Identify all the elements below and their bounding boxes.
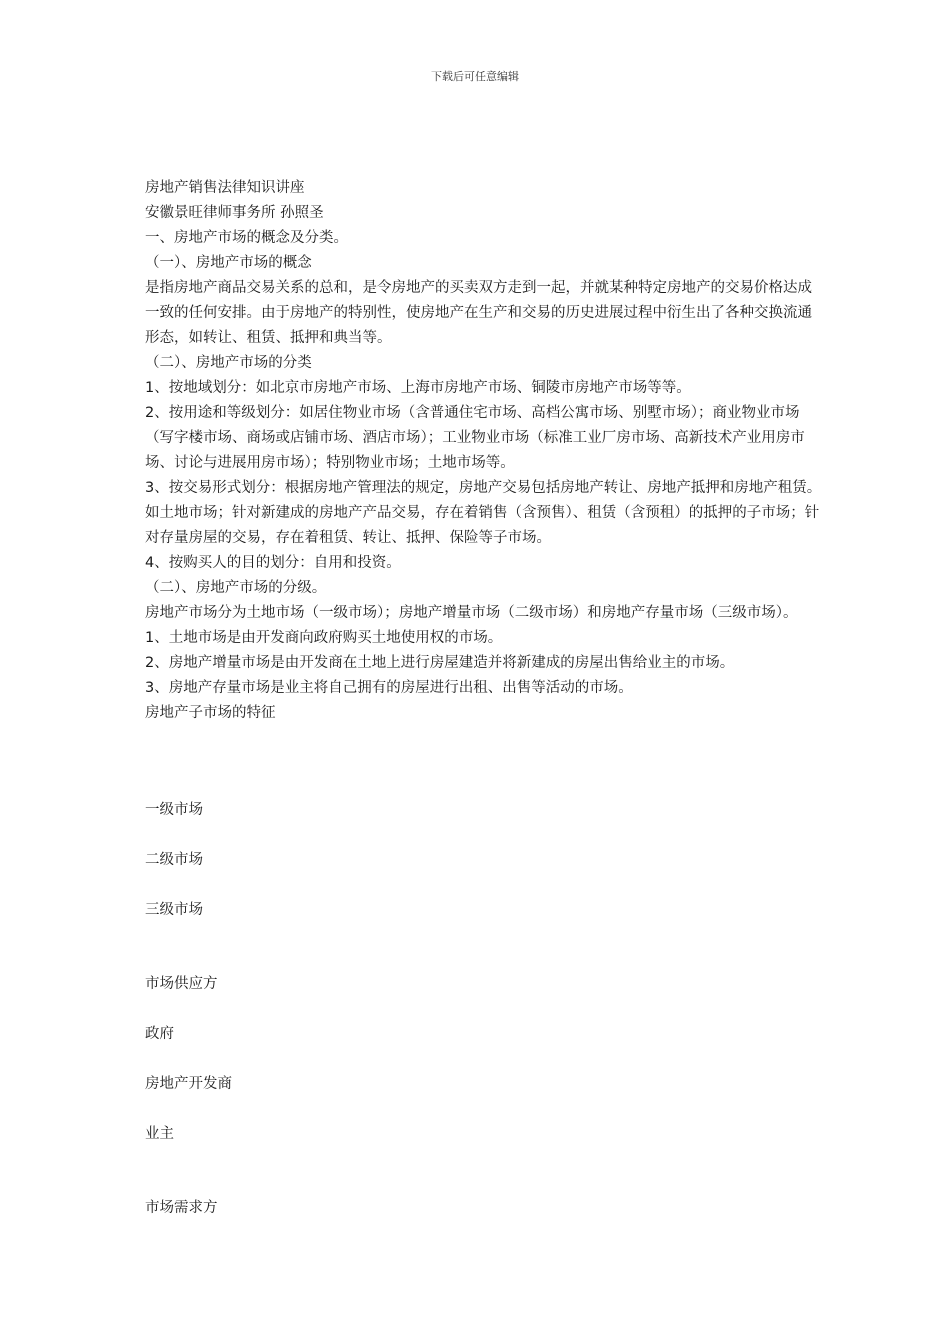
table-cell: 三级市场 bbox=[145, 902, 203, 918]
list-item: 1、土地市场是由开发商向政府购买土地使用权的市场。 bbox=[145, 630, 503, 646]
header-note: 下载后可任意编辑 bbox=[431, 70, 519, 83]
list-item: 2、按用途和等级划分：如居住物业市场（含普通住宅市场、高档公寓市场、别墅市场）；商业物业市场（写字楼市场、商场或店铺市场、酒店市场）；工业物业市场（标准工业厂房市场、高新技术产业用房市场、讨论与进展用房市场）；特别物业市场；土地市场等。 bbox=[145, 405, 805, 471]
table-cell: 市场需求方 bbox=[145, 1200, 218, 1216]
list-item: 1、按地域划分：如北京市房地产市场、上海市房地产市场、铜陵市房地产市场等等。 bbox=[145, 380, 691, 396]
paragraph: 房地产子市场的特征 bbox=[145, 705, 276, 721]
list-item: 3、房地产存量市场是业主将自己拥有的房屋进行出租、出售等活动的市场。 bbox=[145, 680, 633, 696]
paragraph: 房地产市场分为土地市场（一级市场）；房地产增量市场（二级市场）和房地产存量市场（三级市场）。 bbox=[145, 605, 798, 621]
section-heading: 一、房地产市场的概念及分类。 bbox=[145, 230, 348, 246]
table-cell: 一级市场 bbox=[145, 802, 203, 818]
subsection-heading: （二）、房地产市场的分级。 bbox=[145, 580, 327, 596]
table-cell: 房地产开发商 bbox=[145, 1076, 232, 1092]
list-item: 3、按交易形式划分：根据房地产管理法的规定，房地产交易包括房地产转让、房地产抵押和房地产租赁。如土地市场；针对新建成的房地产产品交易，存在着销售（含预售）、租赁（含预租）的抵押的子市场；针对存量房屋的交易，存在着租赁、转让、抵押、保险等子市场。 bbox=[145, 480, 822, 546]
table-cell: 业主 bbox=[145, 1126, 174, 1142]
paragraph: 是指房地产商品交易关系的总和，是令房地产的买卖双方走到一起，并就某种特定房地产的交易价格达成一致的任何安排。由于房地产的特别性，使房地产在生产和交易的历史进展过程中衍生出了各种交换流通形态，如转让、租赁、抵押和典当等。 bbox=[145, 280, 812, 346]
list-item: 4、按购买人的目的划分：自用和投资。 bbox=[145, 555, 401, 571]
subsection-heading: （一）、房地产市场的概念 bbox=[145, 255, 312, 271]
table-cell: 二级市场 bbox=[145, 852, 203, 868]
table-cell: 市场供应方 bbox=[145, 976, 218, 992]
table-cell: 政府 bbox=[145, 1026, 174, 1042]
list-item: 2、房地产增量市场是由开发商在土地上进行房屋建造并将新建成的房屋出售给业主的市场。 bbox=[145, 655, 735, 671]
subsection-heading: （二）、房地产市场的分类 bbox=[145, 355, 312, 371]
document-title: 房地产销售法律知识讲座 bbox=[145, 180, 305, 196]
document-author: 安徽景旺律师事务所 孙照圣 bbox=[145, 205, 324, 221]
document-body bbox=[145, 176, 825, 726]
